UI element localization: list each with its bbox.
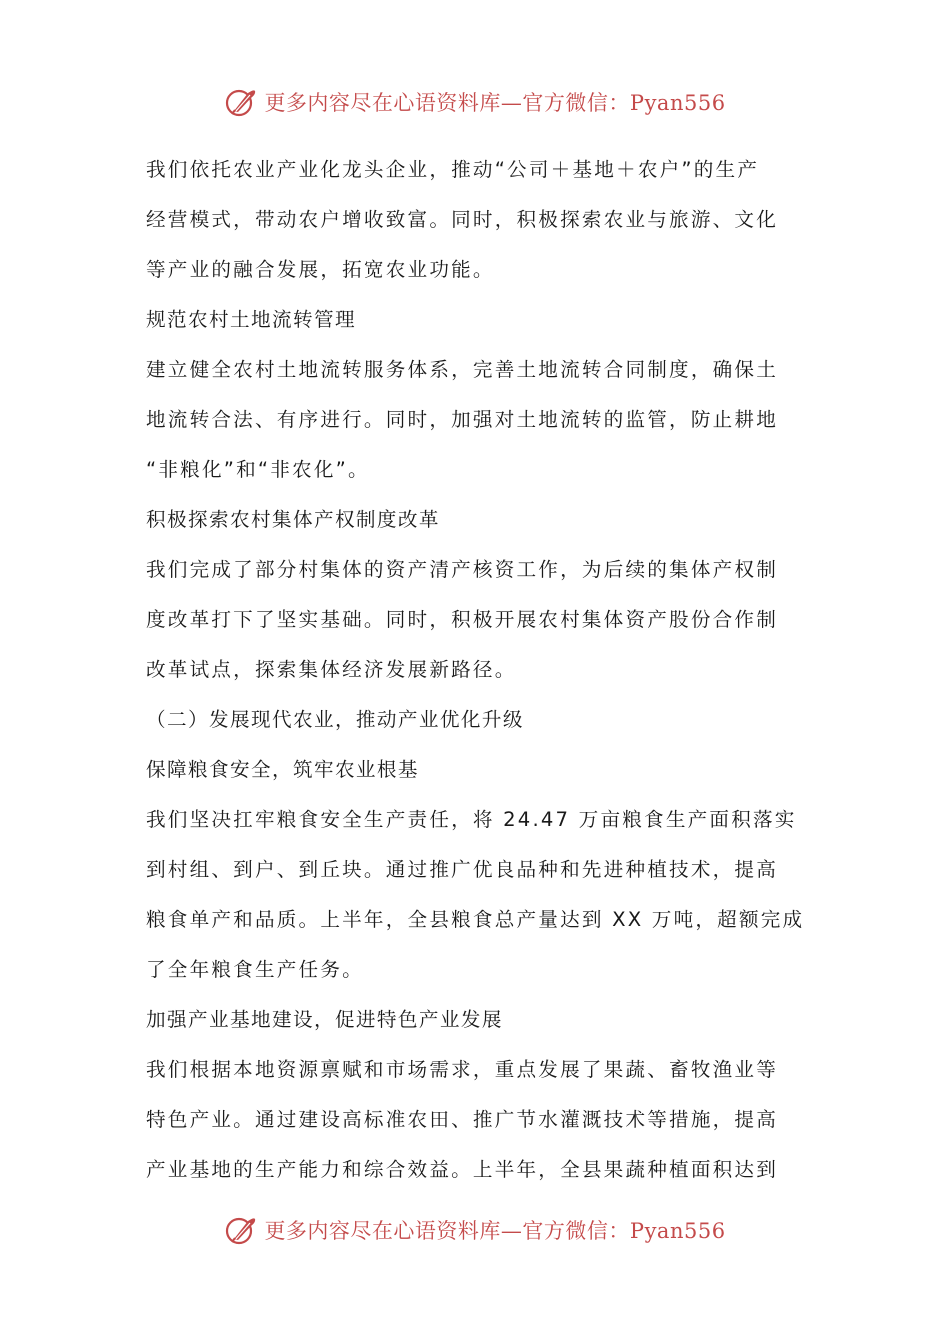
paragraph-line: 我们根据本地资源禀赋和市场需求，重点发展了果蔬、畜牧渔业等 <box>146 1058 779 1081</box>
paragraph-line: 粮食单产和品质。上半年，全县粮食总产量达到 XX 万吨，超额完成 <box>146 908 805 931</box>
document-body <box>146 145 808 1195</box>
section-heading: 保障粮食安全，筑牢农业根基 <box>146 758 419 781</box>
header-banner <box>0 82 950 122</box>
section-heading: 积极探索农村集体产权制度改革 <box>146 508 440 531</box>
section-heading: （二）发展现代农业，推动产业优化升级 <box>146 708 524 731</box>
section-heading: 加强产业基地建设，促进特色产业发展 <box>146 1008 503 1031</box>
paragraph-line: 我们坚决扛牢粮食安全生产责任，将 24.47 万亩粮食生产面积落实 <box>146 808 797 831</box>
footer-banner-text: 更多内容尽在心语资料库—官方微信：Pyan556 <box>264 1219 726 1243</box>
quill-logo-icon <box>224 85 258 119</box>
paragraph-line: 度改革打下了坚实基础。同时，积极开展农村集体资产股份合作制 <box>146 608 779 631</box>
paragraph-line: 等产业的融合发展，拓宽农业功能。 <box>146 258 495 281</box>
paragraph-line: 建立健全农村土地流转服务体系，完善土地流转合同制度，确保土 <box>146 358 779 381</box>
paragraph-line: 特色产业。通过建设高标准农田、推广节水灌溉技术等措施，提高 <box>146 1108 779 1131</box>
paragraph-line: 我们完成了部分村集体的资产清产核资工作，为后续的集体产权制 <box>146 558 779 581</box>
paragraph-line: 产业基地的生产能力和综合效益。上半年，全县果蔬种植面积达到 <box>146 1158 779 1181</box>
paragraph-line: 到村组、到户、到丘块。通过推广优良品种和先进种植技术，提高 <box>146 858 779 881</box>
paragraph-line: “非粮化”和“非农化”。 <box>146 458 370 481</box>
section-heading: 规范农村土地流转管理 <box>146 308 356 331</box>
footer-banner <box>0 1210 950 1250</box>
paragraph-line: 地流转合法、有序进行。同时，加强对土地流转的监管，防止耕地 <box>146 408 779 431</box>
paragraph-line: 经营模式，带动农户增收致富。同时，积极探索农业与旅游、文化 <box>146 208 779 231</box>
header-banner-text: 更多内容尽在心语资料库—官方微信：Pyan556 <box>264 91 726 115</box>
paragraph-line: 改革试点，探索集体经济发展新路径。 <box>146 658 517 681</box>
paragraph-line: 了全年粮食生产任务。 <box>146 958 364 981</box>
quill-logo-icon <box>224 1213 258 1247</box>
paragraph-line: 我们依托农业产业化龙头企业，推动“公司＋基地＋农户”的生产 <box>146 158 760 181</box>
